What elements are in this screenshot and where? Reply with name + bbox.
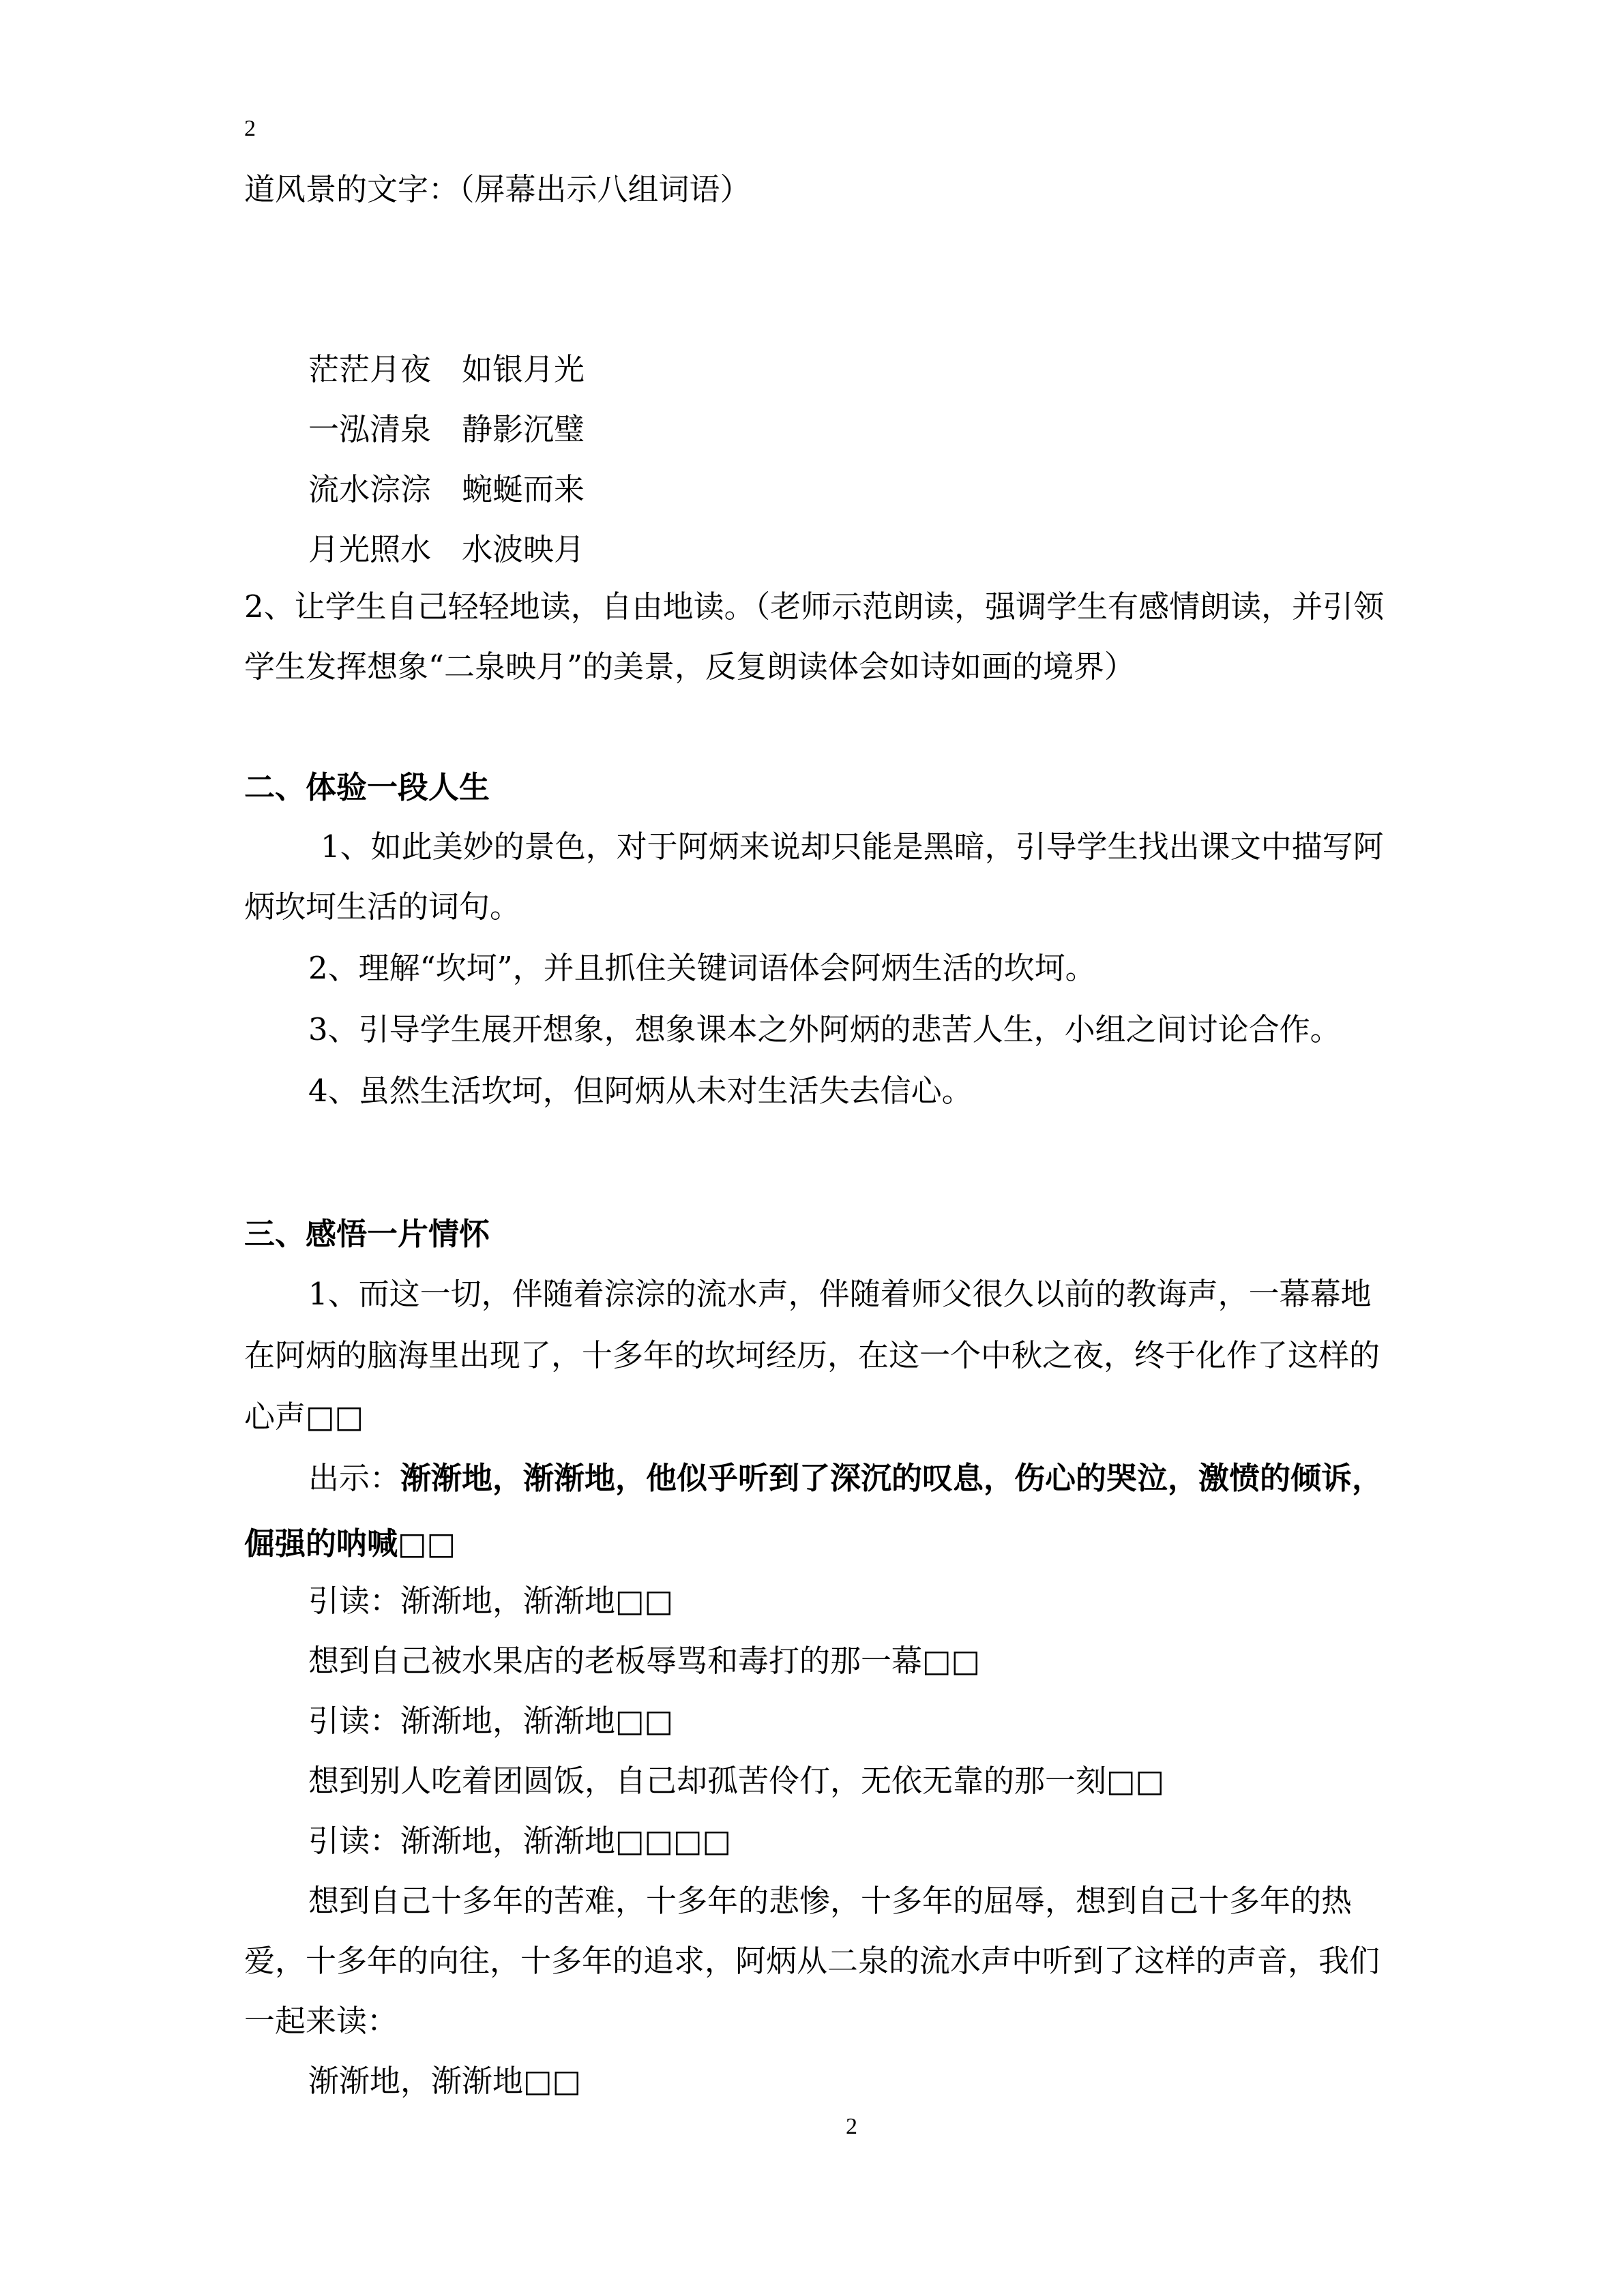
- word-b: 如银月光: [462, 351, 585, 387]
- section3-p1-line3: 心声□□: [244, 1399, 364, 1435]
- section2-item2: 2、理解“坎坷”，并且抓住关键词语体会阿炳生活的坎坷。: [308, 950, 1096, 986]
- section3-p1-line1: 1、而这一切，伴随着淙淙的流水声，伴随着师父很久以前的教诲声，一幕幕地: [308, 1276, 1372, 1312]
- show-label: 出示：: [308, 1460, 401, 1496]
- show-line2: 倔强的呐喊□□: [244, 1525, 456, 1562]
- word-group-row: [308, 469, 585, 510]
- word-a: 茫茫月夜: [308, 351, 432, 387]
- section3-p1-line2: 在阿炳的脑海里出现了，十多年的坎坷经历，在这一个中秋之夜，终于化作了这样的: [244, 1337, 1381, 1373]
- section2-item1-line2: 炳坎坷生活的词句。: [244, 889, 521, 925]
- section2-item1-line1: 1、如此美妙的景色，对于阿炳来说却只能是黑暗，引导学生找出课文中描写阿: [321, 829, 1384, 865]
- section2-heading: 二、体验一段人生: [244, 769, 490, 805]
- word-group-row: [308, 349, 585, 390]
- word-b: 蜿蜒而来: [462, 471, 585, 507]
- intro-line: 道风景的文字：（屏幕出示八组词语）: [244, 171, 751, 207]
- word-group-row: [308, 529, 585, 570]
- section2-item4: 4、虽然生活坎坷，但阿炳从未对生活失去信心。: [308, 1073, 973, 1109]
- lead-read-3: 引读：渐渐地，渐渐地□□□□: [308, 1823, 732, 1859]
- word-b: 静影沉璧: [462, 411, 585, 447]
- word-group-row: [308, 409, 585, 450]
- footer-page-number: 2: [846, 2114, 857, 2139]
- header-page-number: 2: [244, 116, 256, 141]
- word-a: 流水淙淙: [308, 471, 432, 507]
- final-read: 渐渐地，渐渐地□□: [308, 2063, 582, 2099]
- think3-line2: 爱，十多年的向往，十多年的追求，阿炳从二泉的流水声中听到了这样的声音，我们: [244, 1943, 1381, 1979]
- think-line-1: 想到自己被水果店的老板辱骂和毒打的那一幕□□: [308, 1643, 981, 1679]
- lead-read-2: 引读：渐渐地，渐渐地□□: [308, 1703, 674, 1739]
- word-a: 一泓清泉: [308, 411, 432, 447]
- think3-line3: 一起来读：: [244, 2003, 398, 2039]
- section3-heading: 三、感悟一片情怀: [244, 1216, 490, 1252]
- show-bold-text: 渐渐地，渐渐地，他似乎听到了深沉的叹息，伤心的哭泣，激愤的倾诉，: [400, 1460, 1383, 1496]
- word-a: 月光照水: [308, 531, 432, 567]
- step2-line1: 2、让学生自己轻轻地读，自由地读。（老师示范朗读，强调学生有感情朗读，并引领: [244, 588, 1385, 625]
- think3-line1: 想到自己十多年的苦难，十多年的悲惨，十多年的屈辱，想到自己十多年的热: [308, 1883, 1353, 1919]
- think-line-2: 想到别人吃着团圆饭，自己却孤苦伶仃，无依无靠的那一刻□□: [308, 1763, 1165, 1799]
- word-b: 水波映月: [462, 531, 585, 567]
- lead-read-1: 引读：渐渐地，渐渐地□□: [308, 1583, 674, 1619]
- show-line1: [308, 1458, 1383, 1499]
- step2-line2: 学生发挥想象“二泉映月”的美景，反复朗读体会如诗如画的境界）: [244, 648, 1136, 685]
- section2-item3: 3、引导学生展开想象，想象课本之外阿炳的悲苦人生，小组之间讨论合作。: [308, 1011, 1341, 1047]
